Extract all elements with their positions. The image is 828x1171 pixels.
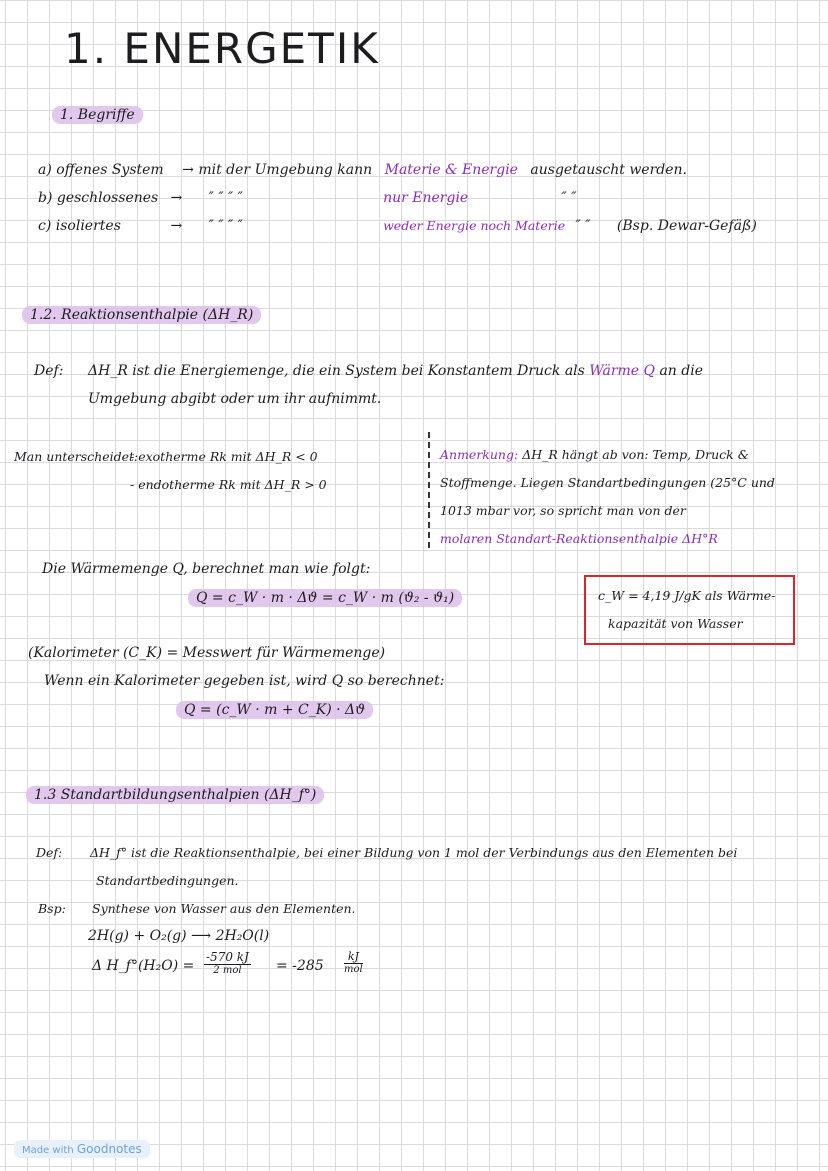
section-3-heading: 1.3 Standartbildungsenthalpien (ΔH_f°) <box>26 786 324 804</box>
row-a-label: a) offenes System <box>38 162 164 178</box>
def-line-1 <box>88 363 703 379</box>
row-a-text: mit der Umgebung kann <box>198 162 373 178</box>
row-c <box>38 218 757 234</box>
reaction: 2H(g) + O₂(g) ⟶ 2H₂O(l) <box>88 928 270 944</box>
def-line-2: Umgebung abgibt oder um ihr aufnimmt. <box>88 391 382 407</box>
box-line-1: c_W = 4,19 J/gK als Wärme- <box>598 588 776 603</box>
row-c-tail: ″ ″ <box>575 218 591 234</box>
def3-line-2: Standartbedingungen. <box>96 873 239 888</box>
kalorimeter-line: (Kalorimeter (C_K) = Messwert für Wärmemenge) <box>28 645 386 661</box>
row-a <box>38 162 687 178</box>
calc-unit-den: mol <box>344 964 363 975</box>
anm-text-1: ΔH_R hängt ab von: Temp, Druck & <box>522 447 749 462</box>
section-2-heading: 1.2. Reaktionsenthalpie (ΔH_R) <box>22 306 261 324</box>
row-c-note: (Bsp. Dewar-Gefäß) <box>616 218 757 234</box>
formula-k: Q = (c_W · m + C_K) · Δϑ <box>176 701 373 719</box>
page-title: 1. ENERGETIK <box>64 24 380 73</box>
arrow-icon: → <box>182 162 194 178</box>
bsp-label: Bsp: <box>38 901 66 916</box>
box-line-2: kapazität von Wasser <box>608 616 743 631</box>
arrow-icon: → <box>170 190 183 206</box>
def-label: Def: <box>34 363 64 379</box>
row-c-purple: weder Energie noch Materie <box>383 218 566 233</box>
exo-line: - exotherme Rk mit ΔH_R < 0 <box>130 449 318 464</box>
anm-line-3: 1013 mbar vor, so spricht man von der <box>440 503 686 518</box>
calc-unit-num: kJ <box>344 950 363 964</box>
row-b-purple: nur Energie <box>383 190 469 206</box>
anm-line-1 <box>440 447 749 462</box>
def-line-1-post: an die <box>659 363 703 379</box>
calc-den: 2 mol <box>213 965 242 976</box>
wenn-line: Wenn ein Kalorimeter gegeben ist, wird Q so berechnet: <box>44 673 445 689</box>
row-b <box>38 190 576 206</box>
row-b-ditto: ″ ″ ″ ″ <box>208 190 243 206</box>
calc-eq: = -285 <box>276 958 324 974</box>
brand-pre: Made with <box>22 1145 74 1156</box>
formula-q: Q = c_W · m · Δϑ = c_W · m (ϑ₂ - ϑ₁) <box>188 589 462 607</box>
calc-num: -570 kJ <box>206 950 249 964</box>
row-c-ditto: ″ ″ ″ ″ <box>208 218 243 234</box>
anm-label: Anmerkung: <box>440 447 519 462</box>
row-b-tail: ″ ″ <box>561 190 577 206</box>
man-label: Man unterscheidet: <box>14 449 139 464</box>
anm-line-4: molaren Standart-Reaktionsenthalpie ΔH°R <box>440 531 718 546</box>
divider-line <box>428 432 430 548</box>
goodnotes-badge <box>14 1140 150 1158</box>
anm-line-2: Stoffmenge. Liegen Standartbedingungen (25°C und <box>440 475 775 490</box>
info-box <box>584 575 795 645</box>
calc-unit <box>344 950 363 975</box>
waerme-text: Die Wärmemenge Q, berechnet man wie folgt: <box>42 561 371 577</box>
section-1-heading: 1. Begriffe <box>52 106 143 124</box>
row-a-purple: Materie & Energie <box>384 162 518 178</box>
arrow-icon: → <box>170 218 183 234</box>
row-a-tail: ausgetauscht werden. <box>530 162 687 178</box>
row-c-label: c) isoliertes <box>38 218 121 234</box>
def3-line-1: ΔH_f° ist die Reaktionsenthalpie, bei einer Bildung von 1 mol der Verbindungs aus den Elementen bei <box>90 845 738 860</box>
calc-lhs: Δ H_f°(H₂O) = <box>92 958 195 974</box>
row-b-label: b) geschlossenes <box>38 190 159 206</box>
brand-name: Goodnotes <box>76 1142 142 1156</box>
def3-label: Def: <box>36 845 63 860</box>
def-line-1-purple: Wärme Q <box>589 363 655 379</box>
bsp-text: Synthese von Wasser aus den Elementen. <box>92 901 356 916</box>
def-line-1-pre: ΔH_R ist die Energiemenge, die ein System bei Konstantem Druck als <box>88 363 585 379</box>
calc-fraction <box>204 950 251 976</box>
endo-line: - endotherme Rk mit ΔH_R > 0 <box>130 477 327 492</box>
